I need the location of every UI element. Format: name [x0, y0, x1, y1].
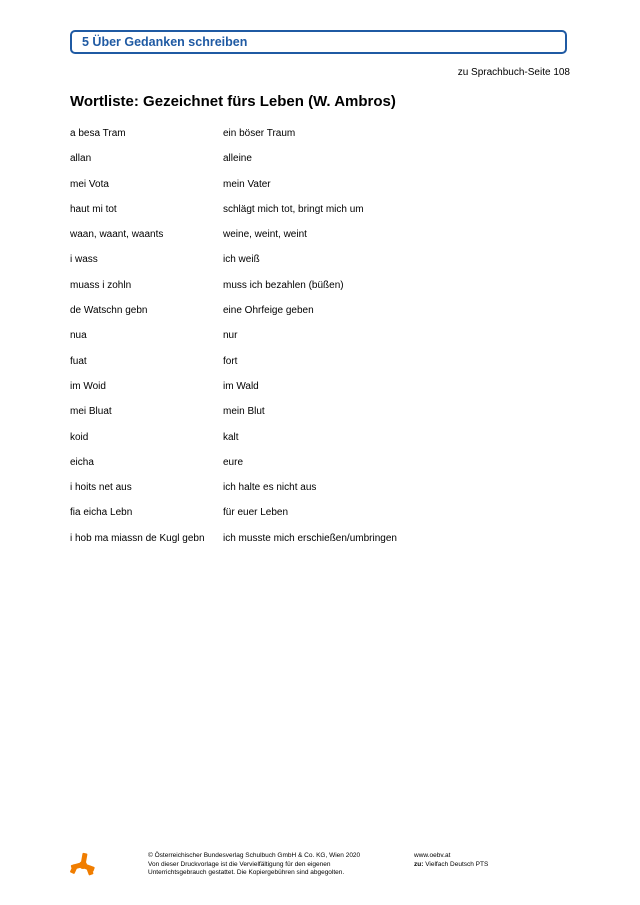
- chapter-title: 5 Über Gedanken schreiben: [82, 35, 248, 49]
- dialect-term: fia eicha Lebn: [70, 507, 133, 519]
- dialect-term: muass i zohln: [70, 279, 132, 291]
- book-reference: [414, 861, 488, 870]
- dialect-term: i hob ma miassn de Kugl gebn: [70, 532, 205, 544]
- word-row: [70, 457, 570, 482]
- word-row: [70, 153, 570, 178]
- word-list: [70, 128, 570, 558]
- word-row: [70, 406, 570, 431]
- standard-german-term: ich halte es nicht aus: [223, 482, 317, 494]
- standard-german-term: kalt: [223, 431, 239, 443]
- word-row: [70, 204, 570, 229]
- website-link[interactable]: www.oebv.at: [414, 852, 451, 859]
- word-row: [70, 128, 570, 153]
- standard-german-term: ein böser Traum: [223, 128, 296, 139]
- page-reference: zu Sprachbuch-Seite 108: [457, 67, 570, 78]
- dialect-term: waan, waant, waants: [70, 229, 164, 241]
- standard-german-term: mein Vater: [223, 178, 271, 190]
- chapter-header: [70, 30, 567, 54]
- dialect-term: i hoits net aus: [70, 482, 132, 494]
- word-row: [70, 179, 570, 204]
- word-row: [70, 305, 570, 330]
- dialect-term: eicha: [70, 456, 94, 468]
- standard-german-term: mein Blut: [223, 406, 265, 418]
- dialect-term: nua: [70, 330, 87, 342]
- dialect-term: fuat: [70, 355, 87, 367]
- standard-german-term: im Wald: [223, 380, 259, 392]
- dialect-term: haut mi tot: [70, 203, 117, 215]
- word-row: [70, 432, 570, 457]
- dialect-term: mei Vota: [70, 178, 109, 190]
- standard-german-term: schlägt mich tot, bringt mich um: [223, 203, 364, 215]
- oebv-logo-icon: [70, 852, 96, 878]
- standard-german-term: eine Ohrfeige geben: [223, 305, 314, 317]
- word-row: [70, 330, 570, 355]
- copyright-notice: [148, 852, 360, 878]
- word-row: [70, 356, 570, 381]
- standard-german-term: ich musste mich erschießen/umbringen: [223, 532, 397, 544]
- standard-german-term: muss ich bezahlen (büßen): [223, 279, 344, 291]
- page-title: Wortliste: Gezeichnet fürs Leben (W. Ambros): [70, 93, 396, 110]
- footer: [0, 850, 640, 890]
- standard-german-term: weine, weint, weint: [223, 229, 307, 241]
- word-row: [70, 254, 570, 279]
- publisher-info: [414, 852, 488, 869]
- dialect-term: i wass: [70, 254, 98, 266]
- standard-german-term: für euer Leben: [223, 507, 289, 519]
- dialect-term: a besa Tram: [70, 128, 126, 139]
- word-row: [70, 482, 570, 507]
- copyright-line: © Österreichischer Bundesverlag Schulbuch GmbH & Co. KG, Wien 2020: [148, 852, 361, 859]
- dialect-term: allan: [70, 153, 92, 165]
- standard-german-term: nur: [223, 330, 238, 342]
- standard-german-term: eure: [223, 456, 244, 468]
- book-name: Vielfach Deutsch PTS: [425, 860, 489, 868]
- copyright-line: Unterrichtsgebrauch gestattet. Die Kopiergebühren sind abgegolten.: [148, 869, 345, 876]
- word-row: [70, 533, 570, 558]
- copyright-line: Von dieser Druckvorlage ist die Vervielfältigung für den eigenen: [148, 860, 331, 868]
- dialect-term: de Watschn gebn: [70, 305, 148, 317]
- word-row: [70, 280, 570, 305]
- book-label: zu:: [414, 860, 424, 868]
- standard-german-term: alleine: [223, 153, 252, 165]
- word-row: [70, 507, 570, 532]
- dialect-term: koid: [70, 431, 89, 443]
- standard-german-term: fort: [223, 355, 238, 367]
- word-row: [70, 381, 570, 406]
- dialect-term: im Woid: [70, 380, 106, 392]
- standard-german-term: ich weiß: [223, 254, 260, 266]
- word-row: [70, 229, 570, 254]
- dialect-term: mei Bluat: [70, 406, 112, 418]
